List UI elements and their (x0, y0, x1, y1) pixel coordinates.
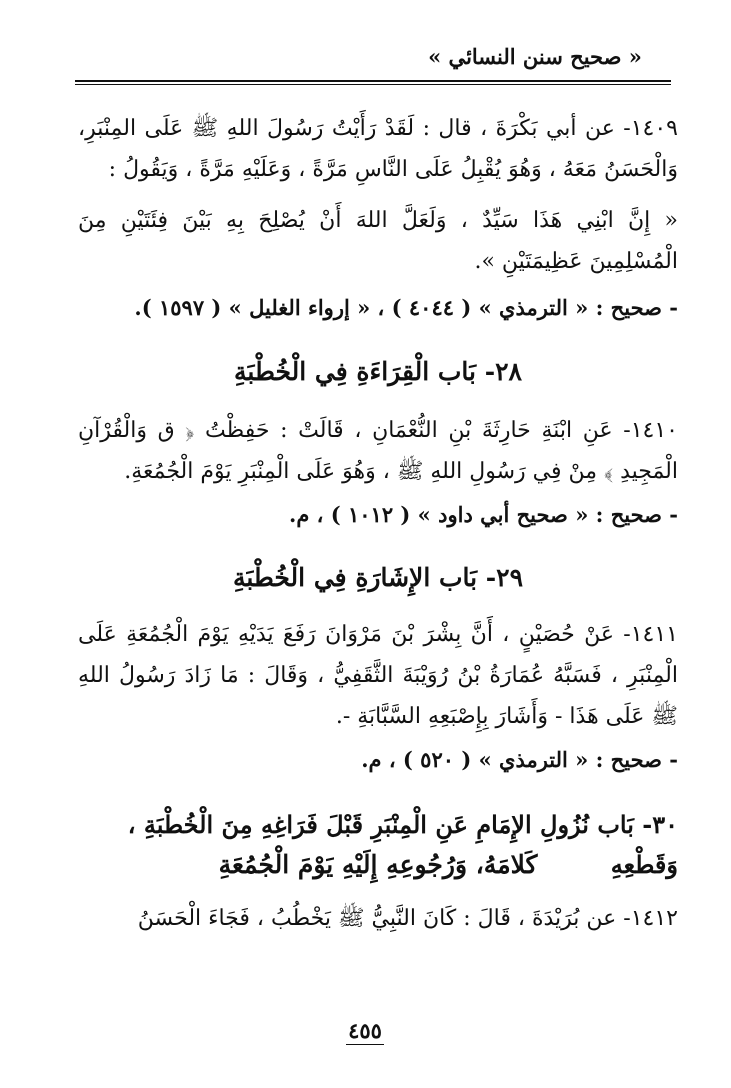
header-rule (75, 80, 671, 82)
running-header-title: « صحيح سنن النسائي » (428, 44, 642, 69)
header-rule-thin (75, 84, 671, 85)
hadith-1409-text: ١٤٠٩- عن أبي بَكْرَةَ ، قال : لَقَدْ رَأَيْتُ رَسُولَ اللهِ ﷺ عَلَى المِنْبَرِ، وَالْحَسَنُ مَعَهُ ، وَهُوَ يُقْبِلُ عَلَى النَّاسِ مَرَّةً ، وَعَلَيْهِ مَرَّةً ، وَيَقُولُ : (78, 116, 678, 182)
chapter-28-title: ٢٨- بَاب الْقِرَاءَةِ فِي الْخُطْبَةِ (234, 357, 522, 386)
hadith-1409-quote: « إِنَّ ابْنِي هَذَا سَيِّدٌ ، وَلَعَلَّ اللهَ أَنْ يُصْلِحَ بِهِ بَيْنَ فِئَتَيْنِ مِنَ الْمُسْلِمِينَ عَظِيمَتَيْنِ ». (78, 208, 678, 274)
page-number: ٤٥٥ (348, 1018, 382, 1043)
hadith-1409-ruling: - صحيح : « الترمذي » ( ٤٠٤٤ ) ، « إرواء الغليل » ( ١٥٩٧ ). (134, 295, 678, 320)
hadith-1410-ruling: - صحيح : « صحيح أبي داود » ( ١٠١٢ ) ، م. (289, 502, 678, 527)
chapter-30-title-line2: كَلامَهُ، وَرُجُوعِهِ إِلَيْهِ يَوْمَ الْجُمُعَةِ (218, 850, 538, 879)
chapter-29-title: ٢٩- بَاب الإِشَارَةِ فِي الْخُطْبَةِ (232, 563, 524, 592)
chapter-30-title-line1: ٣٠- بَاب نُزُولِ الإِمَامِ عَنِ الْمِنْبَرِ قَبْلَ فَرَاغِهِ مِنَ الْخُطْبَةِ ، وَقَطْعِهِ (127, 810, 678, 879)
hadith-1411-ruling: - صحيح : « الترمذي » ( ٥٢٠ ) ، م. (361, 747, 678, 772)
hadith-1410-text: ١٤١٠- عَنِ ابْنَةِ حَارِثَةَ بْنِ النُّعْمَانِ ، قَالَتْ : حَفِظْتُ ﴿ ق وَالْقُرْآنِ الْمَجِيدِ ﴾ مِنْ فِي رَسُولِ اللهِ ﷺ ، وَهُوَ عَلَى الْمِنْبَرِ يَوْمَ الْجُمُعَةِ. (78, 418, 678, 484)
hadith-1411-text: ١٤١١- عَنْ حُصَيْنٍ ، أَنَّ بِشْرَ بْنَ مَرْوَانَ رَفَعَ يَدَيْهِ يَوْمَ الْجُمُعَةِ عَلَى الْمِنْبَرِ ، فَسَبَّهُ عُمَارَةُ بْنُ رُوَيْبَةَ الثَّقَفِيُّ ، وَقَالَ : مَا زَادَ رَسُولُ اللهِ ﷺ عَلَى هَذَا - وَأَشَارَ بِإِصْبَعِهِ السَّبَّابَةِ -. (78, 622, 678, 729)
page-number-underline (346, 1044, 384, 1045)
hadith-1412-text: ١٤١٢- عن بُرَيْدَةَ ، قَالَ : كَانَ النَّبِيُّ ﷺ يَخْطُبُ ، فَجَاءَ الْحَسَنُ (137, 906, 678, 931)
